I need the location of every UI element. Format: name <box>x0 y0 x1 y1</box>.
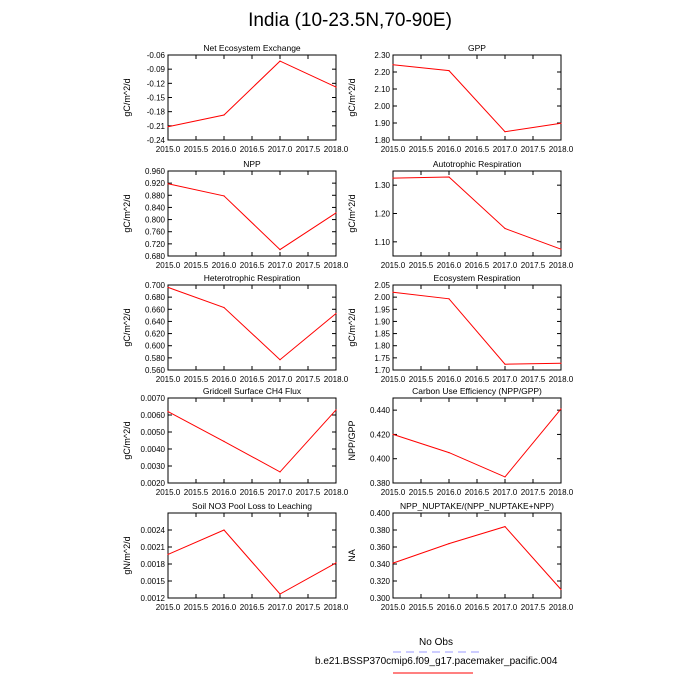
chart-9-xtick-label: 2018.0 <box>323 603 349 612</box>
chart-8-xtick-label: 2015.5 <box>408 488 434 497</box>
chart-2-xtick-label: 2015.5 <box>408 145 434 154</box>
chart-7-data-point <box>279 471 280 472</box>
chart-5-ytick-label: 0.560 <box>144 366 165 375</box>
chart-4-ytick-label: 1.10 <box>374 237 390 247</box>
chart-2-data-point <box>560 123 561 124</box>
chart-2-ytick-label: 2.30 <box>374 51 390 60</box>
chart-1 <box>122 43 349 154</box>
chart-7-ytick-label: 0.0060 <box>140 411 165 420</box>
chart-3-data-point <box>335 212 336 213</box>
chart-10-data-point <box>560 589 561 590</box>
chart-9-title: Soil NO3 Pool Loss to Leaching <box>191 501 313 511</box>
chart-6-series-line <box>393 292 561 364</box>
chart-7-data-point <box>335 409 336 410</box>
chart-2-xtick-label: 2017.5 <box>520 145 546 154</box>
legend-obs-line <box>393 650 483 654</box>
chart-8-xtick-label: 2016.5 <box>464 488 490 497</box>
chart-4-data-point <box>560 249 561 250</box>
chart-3-ytick-label: 0.680 <box>144 252 165 261</box>
chart-9-ytick-label: 0.0024 <box>140 526 165 535</box>
chart-7-series-line <box>168 410 336 472</box>
chart-4-xtick-label: 2017.0 <box>492 261 518 270</box>
chart-4-frame <box>393 171 561 256</box>
chart-5-ytick-label: 0.700 <box>144 281 165 290</box>
chart-6-ytick-label: 1.80 <box>374 341 390 351</box>
chart-10-ytick-label: 0.380 <box>369 526 390 535</box>
chart-6 <box>347 273 574 384</box>
chart-2-title: GPP <box>468 43 486 53</box>
chart-8-ytick-label: 0.380 <box>369 479 390 488</box>
chart-9-data-point <box>335 562 336 563</box>
chart-7-data-point <box>223 441 224 442</box>
chart-7-ytick-label: 0.0050 <box>140 428 165 437</box>
chart-1-xtick-label: 2016.0 <box>211 145 237 154</box>
chart-1-ylabel: gC/m^2/d <box>122 78 132 117</box>
chart-3-ytick-label: 0.800 <box>144 215 165 225</box>
chart-4-title: Autotrophic Respiration <box>432 159 522 169</box>
chart-10-xtick-label: 2016.0 <box>436 603 462 612</box>
chart-4-series-line <box>393 177 561 249</box>
chart-5-ytick-label: 0.580 <box>144 353 165 363</box>
chart-9-frame <box>168 513 336 598</box>
chart-3-title: NPP <box>243 159 261 169</box>
chart-9-ylabel: gN/m^2/d <box>122 536 132 575</box>
chart-5-data-point <box>279 359 280 360</box>
chart-1-frame <box>168 55 336 140</box>
chart-5-xtick-label: 2016.0 <box>211 375 237 384</box>
chart-7-title: Gridcell Surface CH4 Flux <box>202 386 302 396</box>
chart-7-ytick-label: 0.0070 <box>140 394 165 403</box>
chart-2-ytick-label: 2.00 <box>374 102 390 111</box>
chart-3-xtick-label: 2017.0 <box>267 261 293 270</box>
legend-model-label: b.e21.BSSP370cmip6.f09_g17.pacemaker_pacific.004 <box>315 656 558 667</box>
chart-6-xtick-label: 2016.5 <box>464 375 490 384</box>
chart-7-xtick-label: 2018.0 <box>323 488 349 497</box>
chart-5-ytick-label: 0.660 <box>144 305 165 315</box>
chart-2-xtick-label: 2016.0 <box>436 145 462 154</box>
chart-6-frame <box>393 285 561 370</box>
chart-6-title: Ecosystem Respiration <box>433 273 521 283</box>
chart-5-xtick-label: 2017.0 <box>267 375 293 384</box>
chart-5-xtick-label: 2015.0 <box>155 375 181 384</box>
chart-2-series-line <box>393 65 561 132</box>
chart-6-ytick-label: 1.95 <box>374 305 390 315</box>
chart-2-ylabel: gC/m^2/d <box>347 78 357 117</box>
legend-model-line <box>393 671 473 675</box>
chart-9 <box>122 501 349 612</box>
chart-4-xtick-label: 2015.5 <box>408 261 434 270</box>
chart-1-ytick-label: -0.06 <box>146 51 165 60</box>
chart-5-data-point <box>167 287 168 288</box>
chart-7-ylabel: gC/m^2/d <box>122 421 132 460</box>
chart-3-xtick-label: 2017.5 <box>295 261 321 270</box>
chart-9-ytick-label: 0.0015 <box>140 577 165 586</box>
chart-8-ytick-label: 0.420 <box>369 430 390 440</box>
chart-5-ytick-label: 0.620 <box>144 329 165 339</box>
chart-5 <box>122 273 349 384</box>
chart-1-title: Net Ecosystem Exchange <box>203 43 301 53</box>
chart-6-xtick-label: 2016.0 <box>436 375 462 384</box>
chart-6-ytick-label: 1.70 <box>374 366 390 375</box>
chart-2 <box>347 43 574 154</box>
chart-4-data-point <box>392 177 393 178</box>
chart-3-data-point <box>279 249 280 250</box>
chart-7-xtick-label: 2015.5 <box>183 488 209 497</box>
chart-4-ylabel: gC/m^2/d <box>347 194 357 233</box>
chart-6-ylabel: gC/m^2/d <box>347 308 357 347</box>
chart-7-xtick-label: 2016.0 <box>211 488 237 497</box>
chart-4-data-point <box>504 228 505 229</box>
chart-2-data-point <box>392 64 393 65</box>
chart-3-frame <box>168 171 336 256</box>
chart-4-data-point <box>448 176 449 177</box>
chart-10-ytick-label: 0.360 <box>369 543 390 552</box>
chart-8-ytick-label: 0.440 <box>369 406 390 416</box>
chart-1-ytick-label: -0.09 <box>146 65 165 75</box>
chart-7-ytick-label: 0.0030 <box>140 462 165 471</box>
chart-6-xtick-label: 2017.5 <box>520 375 546 384</box>
chart-9-data-point <box>223 529 224 530</box>
chart-2-data-point <box>448 70 449 71</box>
chart-5-xtick-label: 2015.5 <box>183 375 209 384</box>
chart-5-ytick-label: 0.640 <box>144 317 165 327</box>
chart-1-ytick-label: -0.15 <box>146 93 165 103</box>
figure-title: India (10-23.5N,70-90E) <box>248 10 452 31</box>
chart-8-xtick-label: 2017.5 <box>520 488 546 497</box>
chart-1-series-line <box>168 61 336 127</box>
chart-9-xtick-label: 2016.0 <box>211 603 237 612</box>
chart-3-xtick-label: 2018.0 <box>323 261 349 270</box>
chart-10-data-point <box>504 526 505 527</box>
chart-1-ytick-label: -0.24 <box>146 136 165 145</box>
chart-10-title: NPP_NUPTAKE/(NPP_NUPTAKE+NPP) <box>400 501 554 511</box>
chart-1-xtick-label: 2015.0 <box>155 145 181 154</box>
chart-7-xtick-label: 2017.0 <box>267 488 293 497</box>
chart-8-xtick-label: 2015.0 <box>380 488 406 497</box>
chart-10-xtick-label: 2015.0 <box>380 603 406 612</box>
chart-8-xtick-label: 2018.0 <box>548 488 574 497</box>
chart-10-ytick-label: 0.320 <box>369 577 390 586</box>
chart-4 <box>347 159 574 270</box>
chart-5-ytick-label: 0.600 <box>144 341 165 351</box>
chart-8-data-point <box>504 476 505 477</box>
chart-2-ytick-label: 2.20 <box>374 68 390 77</box>
chart-10-xtick-label: 2015.5 <box>408 603 434 612</box>
chart-5-xtick-label: 2018.0 <box>323 375 349 384</box>
chart-3-xtick-label: 2015.5 <box>183 261 209 270</box>
chart-1-data-point <box>335 87 336 88</box>
chart-8-frame <box>393 398 561 483</box>
chart-2-ytick-label: 1.90 <box>374 119 390 128</box>
chart-1-data-point <box>167 126 168 127</box>
chart-6-xtick-label: 2017.0 <box>492 375 518 384</box>
chart-9-data-point <box>279 593 280 594</box>
chart-8-ylabel: NPP/GPP <box>347 420 357 461</box>
legend-obs-label: No Obs <box>419 637 453 648</box>
chart-1-data-point <box>223 114 224 115</box>
chart-5-ylabel: gC/m^2/d <box>122 308 132 347</box>
chart-10-xtick-label: 2017.5 <box>520 603 546 612</box>
chart-8-xtick-label: 2016.0 <box>436 488 462 497</box>
chart-9-xtick-label: 2017.0 <box>267 603 293 612</box>
chart-6-data-point <box>504 364 505 365</box>
chart-3-series-line <box>168 184 336 250</box>
chart-8-data-point <box>560 408 561 409</box>
chart-2-xtick-label: 2016.5 <box>464 145 490 154</box>
chart-4-ytick-label: 1.20 <box>374 209 390 219</box>
chart-2-ytick-label: 1.80 <box>374 136 390 145</box>
chart-3-xtick-label: 2016.0 <box>211 261 237 270</box>
chart-7-frame <box>168 398 336 483</box>
chart-7-xtick-label: 2016.5 <box>239 488 265 497</box>
chart-5-ytick-label: 0.680 <box>144 293 165 303</box>
chart-1-data-point <box>279 61 280 62</box>
chart-7-ytick-label: 0.0040 <box>140 445 165 454</box>
chart-3-ytick-label: 0.840 <box>144 203 165 213</box>
chart-2-ytick-label: 2.10 <box>374 85 390 94</box>
chart-7-data-point <box>167 411 168 412</box>
chart-5-title: Heterotrophic Respiration <box>203 273 301 283</box>
chart-10-data-point <box>392 563 393 564</box>
chart-1-xtick-label: 2016.5 <box>239 145 265 154</box>
chart-5-xtick-label: 2017.5 <box>295 375 321 384</box>
chart-8-data-point <box>448 452 449 453</box>
chart-6-xtick-label: 2018.0 <box>548 375 574 384</box>
chart-6-xtick-label: 2015.5 <box>408 375 434 384</box>
chart-9-ytick-label: 0.0012 <box>140 594 165 603</box>
chart-10-xtick-label: 2017.0 <box>492 603 518 612</box>
chart-8-ytick-label: 0.400 <box>369 454 390 464</box>
chart-10-ylabel: NA <box>347 549 357 562</box>
chart-6-ytick-label: 1.90 <box>374 317 390 327</box>
chart-9-data-point <box>167 554 168 555</box>
chart-10-xtick-label: 2016.5 <box>464 603 490 612</box>
chart-8-data-point <box>392 434 393 435</box>
chart-10-ytick-label: 0.340 <box>369 560 390 569</box>
chart-4-xtick-label: 2018.0 <box>548 261 574 270</box>
chart-4-ytick-label: 1.30 <box>374 181 390 191</box>
chart-1-xtick-label: 2017.0 <box>267 145 293 154</box>
chart-5-frame <box>168 285 336 370</box>
chart-3-ylabel: gC/m^2/d <box>122 194 132 233</box>
chart-6-ytick-label: 1.75 <box>374 353 390 363</box>
chart-1-xtick-label: 2018.0 <box>323 145 349 154</box>
chart-6-ytick-label: 2.05 <box>374 281 390 290</box>
chart-3-data-point <box>167 183 168 184</box>
chart-3-data-point <box>223 195 224 196</box>
chart-7 <box>122 386 349 497</box>
chart-2-xtick-label: 2017.0 <box>492 145 518 154</box>
chart-3-ytick-label: 0.960 <box>144 167 165 176</box>
chart-7-ytick-label: 0.0020 <box>140 479 165 488</box>
chart-10-series-line <box>393 527 561 590</box>
chart-8 <box>347 386 574 497</box>
chart-1-ytick-label: -0.18 <box>146 107 165 117</box>
chart-10-ytick-label: 0.300 <box>369 594 390 603</box>
chart-4-xtick-label: 2016.5 <box>464 261 490 270</box>
chart-6-ytick-label: 2.00 <box>374 293 390 303</box>
chart-10-xtick-label: 2018.0 <box>548 603 574 612</box>
chart-5-xtick-label: 2016.5 <box>239 375 265 384</box>
chart-1-ytick-label: -0.21 <box>146 121 165 131</box>
chart-3 <box>122 159 349 270</box>
chart-5-series-line <box>168 287 336 359</box>
chart-8-xtick-label: 2017.0 <box>492 488 518 497</box>
chart-6-ytick-label: 1.85 <box>374 329 390 339</box>
chart-10-ytick-label: 0.400 <box>369 509 390 518</box>
chart-3-ytick-label: 0.920 <box>144 179 165 189</box>
chart-10-frame <box>393 513 561 598</box>
chart-9-xtick-label: 2015.0 <box>155 603 181 612</box>
chart-8-series-line <box>393 409 561 477</box>
chart-2-xtick-label: 2018.0 <box>548 145 574 154</box>
chart-3-xtick-label: 2015.0 <box>155 261 181 270</box>
chart-7-xtick-label: 2017.5 <box>295 488 321 497</box>
chart-3-ytick-label: 0.760 <box>144 227 165 237</box>
chart-9-ytick-label: 0.0018 <box>140 560 165 569</box>
chart-4-xtick-label: 2016.0 <box>436 261 462 270</box>
chart-2-data-point <box>504 131 505 132</box>
chart-4-xtick-label: 2015.0 <box>380 261 406 270</box>
chart-9-series-line <box>168 530 336 594</box>
chart-5-data-point <box>223 307 224 308</box>
chart-9-xtick-label: 2017.5 <box>295 603 321 612</box>
chart-1-ytick-label: -0.12 <box>146 79 165 89</box>
chart-3-xtick-label: 2016.5 <box>239 261 265 270</box>
chart-3-ytick-label: 0.720 <box>144 239 165 249</box>
chart-2-xtick-label: 2015.0 <box>380 145 406 154</box>
chart-1-xtick-label: 2015.5 <box>183 145 209 154</box>
chart-6-xtick-label: 2015.0 <box>380 375 406 384</box>
chart-6-data-point <box>560 363 561 364</box>
chart-10 <box>347 501 574 612</box>
chart-9-ytick-label: 0.0021 <box>140 543 165 552</box>
chart-8-title: Carbon Use Efficiency (NPP/GPP) <box>412 386 542 396</box>
chart-9-xtick-label: 2015.5 <box>183 603 209 612</box>
chart-6-data-point <box>448 298 449 299</box>
chart-4-xtick-label: 2017.5 <box>520 261 546 270</box>
chart-3-ytick-label: 0.880 <box>144 191 165 201</box>
chart-10-data-point <box>448 543 449 544</box>
chart-9-xtick-label: 2016.5 <box>239 603 265 612</box>
chart-7-xtick-label: 2015.0 <box>155 488 181 497</box>
chart-1-xtick-label: 2017.5 <box>295 145 321 154</box>
chart-6-data-point <box>392 292 393 293</box>
chart-5-data-point <box>335 313 336 314</box>
